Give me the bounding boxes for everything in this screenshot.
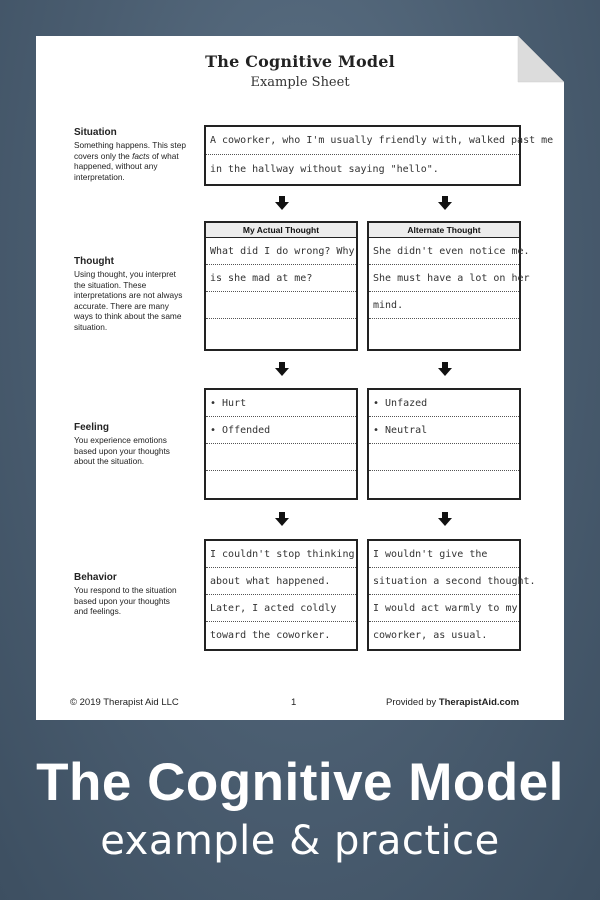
- behavior-title: Behavior: [74, 572, 117, 583]
- thought-line: [206, 319, 356, 346]
- behavior-line: I wouldn't give the: [369, 541, 519, 568]
- feeling-label: [74, 422, 186, 467]
- page-number: 1: [291, 697, 297, 708]
- down-arrow-icon: [275, 362, 289, 376]
- behavior-line: I couldn't stop thinking: [206, 541, 356, 568]
- thought-description: Using thought, you interpret the situation. These interpretations are not always accurate. There are many ways to think about the same situation.: [74, 269, 183, 332]
- behavior-line: I would act warmly to my: [369, 595, 519, 622]
- actual-thought-box: [204, 221, 358, 351]
- actual-behavior-box: [204, 539, 358, 651]
- behavior-line: Later, I acted coldly: [206, 595, 356, 622]
- alternate-thought-header: Alternate Thought: [369, 223, 519, 238]
- down-arrow-icon: [438, 362, 452, 376]
- thought-label: [74, 256, 186, 332]
- provided-by: Provided by TherapistAid.com: [386, 697, 520, 708]
- feeling-title: Feeling: [74, 422, 110, 433]
- actual-feeling-box: [204, 388, 358, 500]
- feeling-description: You experience emotions based upon your thoughts about the situation.: [74, 435, 170, 466]
- situation-line: A coworker, who I'm usually friendly with, walked past me: [206, 127, 519, 155]
- feeling-line: • Hurt: [206, 390, 356, 417]
- situation-line: in the hallway without saying "hello".: [210, 163, 439, 175]
- feeling-line: [369, 444, 519, 471]
- alternate-feeling-box: [367, 388, 521, 500]
- thought-title: Thought: [74, 256, 114, 267]
- thought-line: mind.: [369, 292, 519, 319]
- situation-label: [74, 127, 186, 182]
- behavior-line: situation a second thought.: [369, 568, 519, 595]
- situation-description: Something happens. This step covers only the facts of what happened, without any interpretation.: [74, 140, 186, 182]
- feeling-line: • Neutral: [369, 417, 519, 444]
- thought-line: [369, 319, 519, 346]
- feeling-line: [206, 444, 356, 471]
- behavior-line: coworker, as usual.: [373, 630, 488, 641]
- feeling-line: • Unfazed: [369, 390, 519, 417]
- thought-line: She didn't even notice me.: [369, 238, 519, 265]
- sheet-title: The Cognitive Model: [205, 52, 395, 71]
- feeling-line: • Offended: [206, 417, 356, 444]
- provided-by-site: TherapistAid.com: [438, 697, 520, 708]
- feeling-line: [206, 471, 356, 498]
- down-arrow-icon: [275, 196, 289, 210]
- down-arrow-icon: [275, 512, 289, 526]
- alternate-thought-box: [367, 221, 530, 351]
- down-arrow-icon: [438, 196, 452, 210]
- down-arrow-icon: [438, 512, 452, 526]
- situation-box: [204, 125, 554, 186]
- thought-line: What did I do wrong? Why: [206, 238, 356, 265]
- behavior-label: [74, 572, 186, 617]
- feeling-line: [369, 471, 519, 498]
- behavior-description: You respond to the situation based upon your thoughts and feelings.: [74, 585, 177, 616]
- alternate-behavior-box: [367, 539, 536, 651]
- thought-line: [206, 292, 356, 319]
- sheet-subtitle: Example Sheet: [250, 75, 350, 90]
- situation-title: Situation: [74, 127, 117, 138]
- thought-line: is she mad at me?: [206, 265, 356, 292]
- copyright-text: © 2019 Therapist Aid LLC: [70, 697, 179, 708]
- banner-subtitle: example & practice: [100, 818, 500, 864]
- behavior-line: toward the coworker.: [210, 630, 331, 641]
- banner-title: The Cognitive Model: [36, 753, 564, 812]
- actual-thought-header: My Actual Thought: [206, 223, 356, 238]
- thought-line: She must have a lot on her: [369, 265, 519, 292]
- behavior-line: about what happened.: [206, 568, 356, 595]
